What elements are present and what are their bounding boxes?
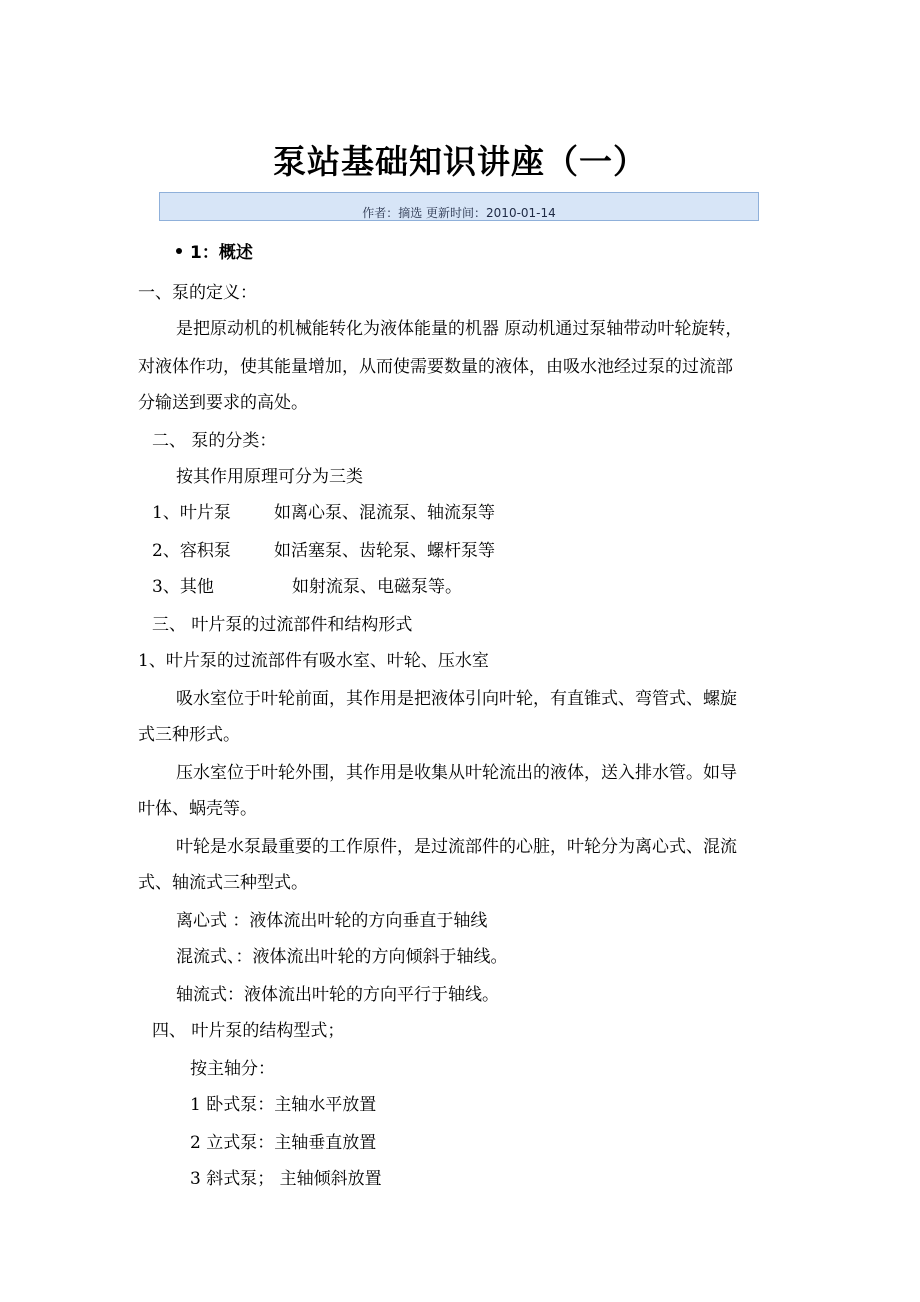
paragraph-line: 叶体、蜗壳等。 xyxy=(138,799,257,819)
list-item-label: 2、容积泵 xyxy=(152,541,231,561)
paragraph-line: 1、叶片泵的过流部件有吸水室、叶轮、压水室 xyxy=(138,651,489,671)
paragraph-line: 对液体作功，使其能量增加，从而使需要数量的液体，由吸水池经过泵的过流部 xyxy=(138,357,733,377)
heading-classification: 二、 泵的分类： xyxy=(152,431,277,451)
paragraph-line: 叶轮是水泵最重要的工作原件，是过流部件的心脏，叶轮分为离心式、混流 xyxy=(176,837,737,857)
list-item xyxy=(152,498,231,523)
meta-banner xyxy=(159,192,759,221)
list-item-desc: 如离心泵、混流泵、轴流泵等 xyxy=(274,503,495,523)
section-bullet xyxy=(176,238,253,263)
paragraph-line: 式、轴流式三种型式。 xyxy=(138,873,308,893)
list-item-label: 3、其他 xyxy=(152,577,214,597)
paragraph-line: 按主轴分： xyxy=(190,1059,275,1079)
list-item-desc: 如射流泵、电磁泵等。 xyxy=(292,577,462,597)
list-item: 2 立式泵：主轴垂直放置 xyxy=(190,1133,377,1153)
paragraph-line: 轴流式：液体流出叶轮的方向平行于轴线。 xyxy=(176,985,499,1005)
paragraph-line: 吸水室位于叶轮前面，其作用是把液体引向叶轮，有直锥式、弯管式、螺旋 xyxy=(176,689,737,709)
heading-components: 三、 叶片泵的过流部件和结构形式 xyxy=(152,615,413,635)
list-item-label: 1、叶片泵 xyxy=(152,503,231,523)
paragraph-line: 压水室位于叶轮外围，其作用是收集从叶轮流出的液体，送入排水管。如导 xyxy=(176,763,737,783)
bullet-dot-icon xyxy=(176,248,182,254)
paragraph-line: 分输送到要求的高处。 xyxy=(138,393,308,413)
paragraph-line: 式三种形式。 xyxy=(138,725,240,745)
list-item xyxy=(152,572,214,597)
meta-author-date: 作者：摘选 更新时间：2010-01-14 xyxy=(362,206,556,220)
heading-definition: 一、泵的定义： xyxy=(138,283,257,303)
section-bullet-label: 1：概述 xyxy=(190,243,253,263)
paragraph-line: 离心式 ：液体流出叶轮的方向垂直于轴线 xyxy=(176,911,488,931)
paragraph-line: 按其作用原理可分为三类 xyxy=(176,467,363,487)
list-item-desc: 如活塞泵、齿轮泵、螺杆泵等 xyxy=(274,541,495,561)
paragraph-line: 混流式、：液体流出叶轮的方向倾斜于轴线。 xyxy=(176,947,508,967)
list-item xyxy=(152,536,231,561)
paragraph-line: 是把原动机的机械能转化为液体能量的机器 原动机通过泵轴带动叶轮旋转， xyxy=(176,319,743,339)
page-title: 泵站基础知识讲座（一） xyxy=(273,142,647,181)
heading-structure: 四、 叶片泵的结构型式； xyxy=(152,1021,345,1041)
list-item: 1 卧式泵：主轴水平放置 xyxy=(190,1095,377,1115)
list-item: 3 斜式泵； 主轴倾斜放置 xyxy=(190,1169,382,1189)
